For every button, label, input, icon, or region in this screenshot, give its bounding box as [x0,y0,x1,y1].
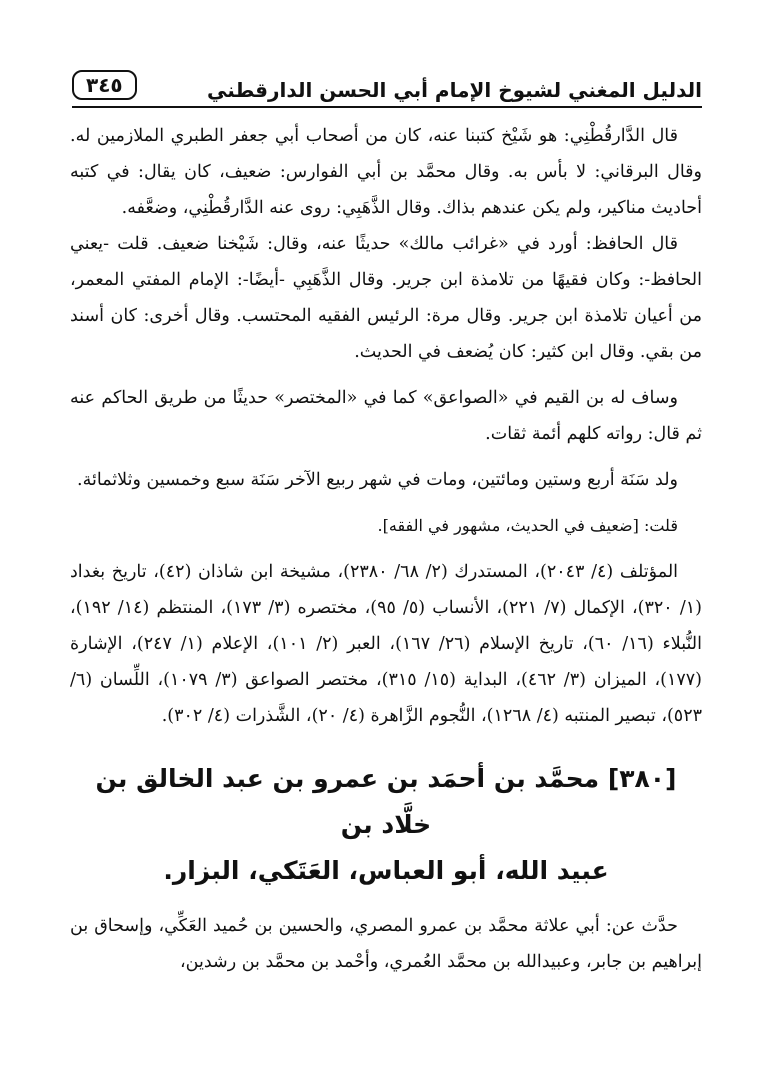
verdict-note: قلت: [ضعيف في الحديث، مشهور في الفقه]. [377,516,678,535]
entry-heading-line2: عبيد الله، أبو العباس، العَتَكي، البزار. [163,856,609,885]
page-number: ٣٤٥ [72,70,137,100]
page-header [72,68,702,108]
paragraph-birth-death: ولد سَنَة أربع وستين ومائتين، ومات في شهر ربيع الآخر سَنَة سبع وخمسين وثلاثمائة. [77,470,678,490]
paragraph-sawaiq: وساف له بن القيم في «الصواعق» كما في «المختصر» حديثًا من طريق الحاكم عنه ثم قال: رواته كلهم أئمة ثقات. [70,388,702,444]
paragraph-hafiz-quote: قال الحافظ: أورد في «غرائب مالك» حديثًا عنه، وقال: شَيْخنا ضعيف. قلت -يعني الحافظ-: وكان فقيهًا من تلامذة ابن جرير. وقال الذَّهَبِي -أيضًا-: الإمام المفتي المعمر، من أعيان تلامذة ابن جرير. وقال مرة: الرئيس الفقيه المحتسب. وقال أخرى: كان أسند من بقي. وقال ابن كثير: كان يُضعف في الحديث. [70,234,702,362]
entry-heading [70,756,702,894]
paragraph-biography: قال الدَّارقُطْنِي: هو شَيْخ كتبنا عنه، كان من أصحاب أبي جعفر الطبري الملازمين له. وقال البرقاني: لا بأس به. وقال محمَّد بن أبي الفوارس: ضعيف، كان يقال: في كتبه أحاديث مناكير، ولم يكن عندهم بذاك. وقال الذَّهَبِي: روى عنه الدَّارقُطْنِي، وضعَّفه. [70,126,702,218]
entry-heading-line1: [٣٨٠] محمَّد بن أحمَد بن عمرو بن عبد الخالق بن خلَّاد بن [95,764,677,839]
running-title: الدليل المغني لشيوخ الإمام أبي الحسن الدارقطني [207,78,702,102]
references-list: المؤتلف (٤/ ٢٠٤٣)، المستدرك (٢/ ٦٨/ ٢٣٨٠)، مشيخة ابن شاذان (٤٢)، تاريخ بغداد (١/ ٣٢٠)، الإكمال (٧/ ٢٢١)، الأنساب (٥/ ٩٥)، مختصره (٣/ ١٧٣)، المنتظم (١٤/ ١٩٢)، النُّبلاء (١٦/ ٦٠)، تاريخ الإسلام (٢٦/ ١٦٧)، العبر (٢/ ١٠١)، الإعلام (١/ ٢٤٧)، الإشارة (١٧٧)، الميزان (٣/ ٤٦٢)، البداية (١٥/ ٣١٥)، مختصر الصواعق (٣/ ١٠٧٩)، اللِّسان (٦/ ٥٢٣)، تبصير المنتبه (٤/ ١٢٦٨)، النُّجوم الزَّاهرة (٤/ ٢٠)، الشَّذرات (٤/ ٣٠٢). [70,562,702,726]
entry-text: حدَّث عن: أبي علاثة محمَّد بن عمرو المصري، والحسين بن حُميد العَكِّي، وإسحاق بن إبراهيم بن جابر، وعبيدالله بن محمَّد العُمري، وأحْمد بن محمَّد بن رشدين، [70,916,702,972]
page-body [70,118,702,980]
